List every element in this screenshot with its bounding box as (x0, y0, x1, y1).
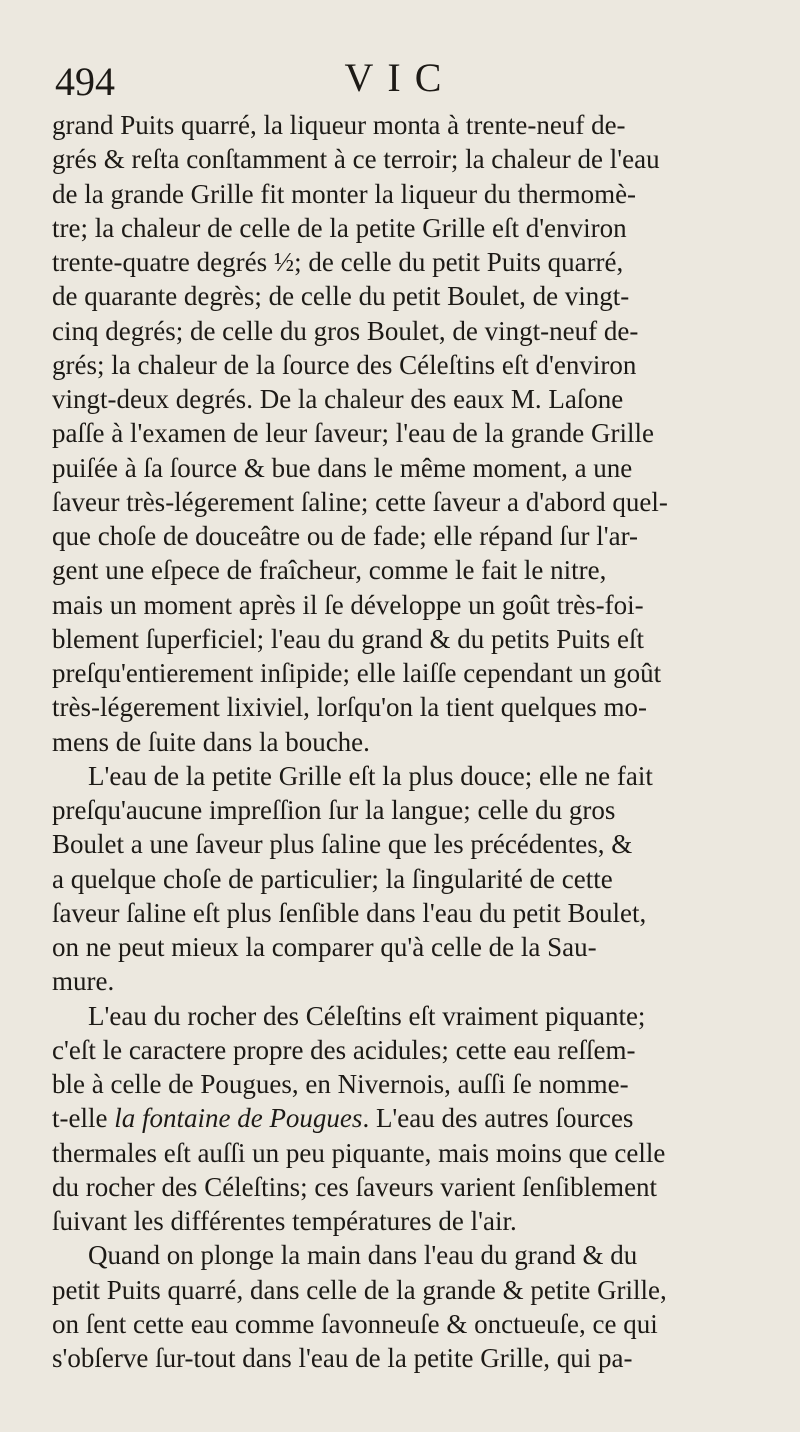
paragraph (52, 108, 784, 759)
text-line: Boulet a une ſaveur plus ſaline que les précédentes, & (52, 829, 633, 860)
text-line: L'eau du rocher des Céleſtins eſt vraiment piquante; (88, 1000, 646, 1031)
text-line: du rocher des Céleſtins; ces ſaveurs varient ſenſiblement (52, 1171, 658, 1202)
text-line: paſſe à l'examen de leur ſaveur; l'eau de la grande Grille (52, 418, 654, 449)
running-head: VIC (344, 55, 456, 100)
text-line: on ſent cette eau comme ſavonneuſe & onctueuſe, ce qui (52, 1308, 658, 1339)
text-line: petit Puits quarré, dans celle de la grande & petite Grille, (52, 1274, 667, 1305)
text-line: mens de ſuite dans la bouche. (52, 726, 370, 757)
text-line: ble à celle de Pougues, en Nivernois, auſſi ſe nomme- (52, 1069, 629, 1099)
text-line: t-elle la fontaine de Pougues. L'eau des autres ſources (52, 1103, 634, 1134)
text-line: on ne peut mieux la comparer qu'à celle de la Sau- (52, 932, 597, 962)
text-line: vingt-deux degrés. De la chaleur des eaux M. Laſone (52, 384, 624, 414)
text-line: ſaveur très-légerement ſaline; cette ſaveur a d'abord quel- (52, 486, 668, 517)
text-line: Quand on plonge la main dans l'eau du grand & du (88, 1240, 638, 1271)
text-line: trente-quatre degrés ½; de celle du petit Puits quarré, (52, 247, 624, 277)
text-line: ſuivant les différentes températures de l'air. (52, 1206, 517, 1236)
paragraph (52, 759, 784, 999)
text-line: grés; la chaleur de la ſource des Céleſtins eſt d'environ (52, 349, 637, 380)
text-line: cinq degrés; de celle du gros Boulet, de vingt-neuf de- (52, 315, 639, 346)
text-line: grand Puits quarré, la liqueur monta à trente-neuf de- (52, 110, 626, 140)
text-line: mais un moment après il ſe développe un goût très-foi- (52, 589, 644, 620)
body-text (52, 108, 784, 1375)
text-line: a quelque choſe de particulier; la ſingularité de cette (52, 863, 613, 894)
text-line: preſqu'entierement inſipide; elle laiſſe cependant un goût (52, 658, 662, 688)
text-line: très-légerement lixiviel, lorſqu'on la tient quelques mo- (52, 692, 647, 723)
text-line: tre; la chaleur de celle de la petite Grille eſt d'environ (52, 212, 627, 243)
text-line: que choſe de douceâtre ou de fade; elle répand ſur l'ar- (52, 521, 639, 551)
text-line: s'obſerve ſur-tout dans l'eau de la petite Grille, qui pa- (52, 1343, 633, 1373)
text-line: ſaveur ſaline eſt plus ſenſible dans l'eau du petit Boulet, (52, 897, 647, 928)
text-line: de la grande Grille fit monter la liqueur du thermomè- (52, 178, 637, 209)
page-number: 494 (55, 59, 115, 104)
text-line: preſqu'aucune impreſſion ſur la langue; celle du gros (52, 795, 616, 825)
text-line: mure. (52, 966, 115, 997)
text-line: blement ſuperficiel; l'eau du grand & du petits Puits eſt (52, 623, 644, 654)
text-line: c'eſt le caractere propre des acidules; cette eau reſſem- (52, 1034, 636, 1065)
paragraph (52, 1238, 784, 1375)
paragraph (52, 999, 784, 1239)
text-line: grés & reſta conſtamment à ce terroir; la chaleur de l'eau (52, 144, 660, 175)
text-line: thermales eſt auſſi un peu piquante, mais moins que celle (52, 1137, 666, 1168)
text-line: puiſée à ſa ſource & bue dans le même moment, a une (52, 452, 633, 483)
text-line: de quarante degrès; de celle du petit Boulet, de vingt- (52, 281, 630, 312)
text-line: L'eau de la petite Grille eſt la plus douce; elle ne fait (88, 760, 653, 791)
text-line: gent une eſpece de fraîcheur, comme le fait le nitre, (52, 555, 607, 586)
